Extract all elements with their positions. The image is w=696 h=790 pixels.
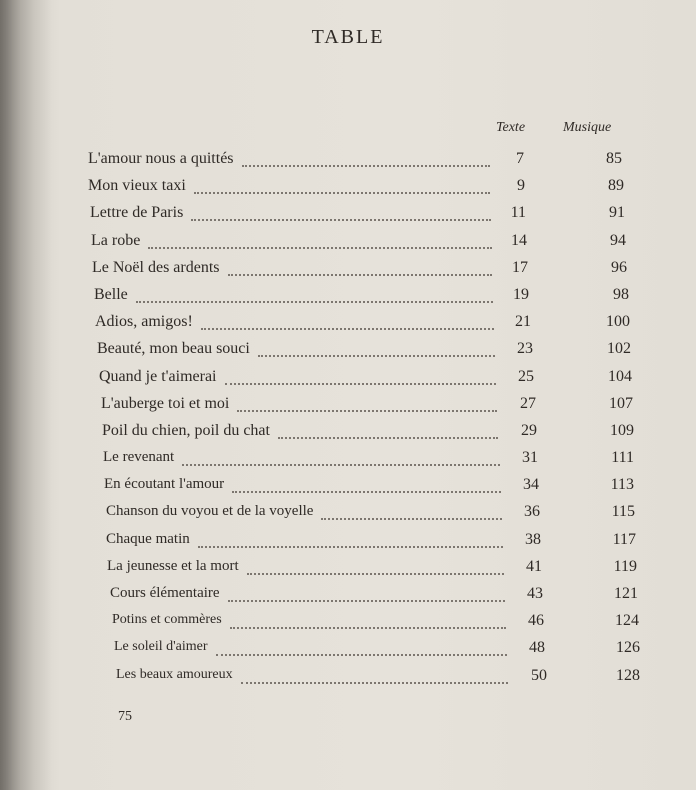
toc-row	[0, 501, 696, 528]
musique-page-number: 117	[612, 530, 636, 548]
toc-row	[0, 311, 696, 338]
texte-page-number: 23	[517, 340, 533, 358]
texte-page-number: 11	[510, 204, 526, 222]
texte-page-number: 27	[520, 394, 536, 412]
musique-page-number: 102	[607, 340, 631, 358]
toc-entry-title: L'amour nous a quittés	[88, 150, 234, 167]
toc-entry-title: Poil du chien, poil du chat	[102, 421, 270, 439]
texte-page-number: 38	[525, 530, 541, 548]
musique-page-number: 109	[610, 421, 634, 439]
toc-entry-title: Belle	[94, 285, 128, 303]
toc-row	[0, 230, 696, 257]
toc-row	[0, 610, 696, 637]
musique-page-number: 98	[613, 285, 629, 303]
page-number: 75	[118, 709, 132, 724]
dot-leader	[258, 355, 495, 357]
toc-row	[0, 202, 696, 229]
texte-page-number: 36	[524, 503, 540, 521]
toc-row	[0, 665, 696, 692]
musique-page-number: 96	[611, 258, 627, 276]
column-header-musique: Musique	[563, 120, 612, 135]
toc-row	[0, 447, 696, 474]
dot-leader	[242, 165, 490, 167]
texte-page-number: 25	[518, 367, 534, 385]
toc-entry-title: La jeunesse et la mort	[107, 557, 239, 574]
musique-page-number: 121	[614, 585, 638, 602]
texte-page-number: 29	[521, 421, 537, 439]
texte-page-number: 41	[526, 557, 542, 575]
toc-entry-title: Quand je t'aimerai	[99, 367, 217, 385]
musique-page-number: 126	[616, 639, 640, 657]
texte-page-number: 48	[529, 639, 545, 657]
page-title: TABLE	[311, 26, 385, 48]
toc-row	[0, 257, 696, 284]
dot-leader	[201, 328, 494, 330]
toc-entry-title: En écoutant l'amour	[104, 476, 225, 493]
toc-row	[0, 148, 696, 175]
dot-leader	[232, 491, 501, 493]
musique-page-number: 100	[606, 313, 630, 331]
toc-row	[0, 583, 696, 610]
dot-leader	[148, 247, 492, 249]
toc-entry-title: Potins et commères	[112, 612, 222, 628]
texte-page-number: 31	[522, 449, 538, 467]
toc-entry-title: Beauté, mon beau souci	[97, 340, 250, 358]
dot-leader	[225, 383, 496, 385]
dot-leader	[136, 301, 493, 303]
toc-row	[0, 393, 696, 420]
musique-page-number: 111	[611, 449, 634, 467]
toc-entry-title: Chaque matin	[106, 530, 190, 547]
dot-leader	[182, 464, 500, 466]
musique-page-number: 89	[608, 177, 624, 195]
texte-page-number: 21	[515, 313, 531, 331]
texte-page-number: 7	[516, 150, 524, 167]
toc-entry-title: Le Noël des ardents	[92, 258, 220, 276]
texte-page-number: 9	[517, 177, 525, 195]
toc-row	[0, 366, 696, 393]
toc-row	[0, 529, 696, 556]
musique-page-number: 107	[609, 394, 633, 412]
musique-page-number: 128	[616, 666, 640, 684]
toc-entry-title: Lettre de Paris	[90, 204, 184, 222]
toc-entry-title: La robe	[91, 231, 141, 249]
texte-page-number: 50	[531, 666, 547, 684]
dot-leader	[321, 518, 502, 520]
toc-entry-title: Chanson du voyou et de la voyelle	[106, 503, 314, 520]
musique-page-number: 91	[609, 204, 625, 222]
toc-entry-title: Mon vieux taxi	[88, 177, 186, 195]
column-header-texte: Texte	[496, 120, 526, 135]
musique-page-number: 124	[615, 612, 639, 630]
musique-page-number: 94	[610, 231, 626, 249]
musique-page-number: 115	[611, 503, 635, 521]
dot-leader	[278, 437, 498, 439]
toc-row	[0, 284, 696, 311]
texte-page-number: 34	[523, 476, 539, 494]
toc-row	[0, 338, 696, 365]
toc-row	[0, 637, 696, 664]
toc-row	[0, 175, 696, 202]
texte-page-number: 19	[513, 285, 529, 303]
toc-entry-title: L'auberge toi et moi	[101, 394, 230, 412]
toc-entry-title: Cours élémentaire	[110, 585, 220, 601]
toc-entry-title: Adios, amigos!	[95, 313, 193, 331]
dot-leader	[230, 627, 506, 629]
dot-leader	[241, 682, 508, 684]
toc-row	[0, 420, 696, 447]
musique-page-number: 104	[608, 367, 632, 385]
musique-page-number: 85	[606, 150, 622, 167]
toc-entry-title: Les beaux amoureux	[116, 666, 233, 682]
musique-page-number: 119	[613, 557, 637, 575]
dot-leader	[191, 219, 491, 221]
dot-leader	[247, 573, 504, 575]
dot-leader	[216, 654, 507, 656]
texte-page-number: 46	[528, 612, 544, 630]
toc-row	[0, 474, 696, 501]
texte-page-number: 17	[512, 258, 528, 276]
dot-leader	[228, 274, 492, 276]
dot-leader	[228, 600, 505, 602]
musique-page-number: 113	[610, 476, 634, 494]
table-of-contents	[0, 148, 696, 692]
dot-leader	[237, 410, 497, 412]
toc-entry-title: Le soleil d'aimer	[114, 639, 208, 655]
texte-page-number: 14	[511, 231, 527, 249]
texte-page-number: 43	[527, 585, 543, 602]
dot-leader	[194, 192, 490, 194]
dot-leader	[198, 546, 503, 548]
toc-entry-title: Le revenant	[103, 449, 175, 466]
toc-row	[0, 556, 696, 583]
